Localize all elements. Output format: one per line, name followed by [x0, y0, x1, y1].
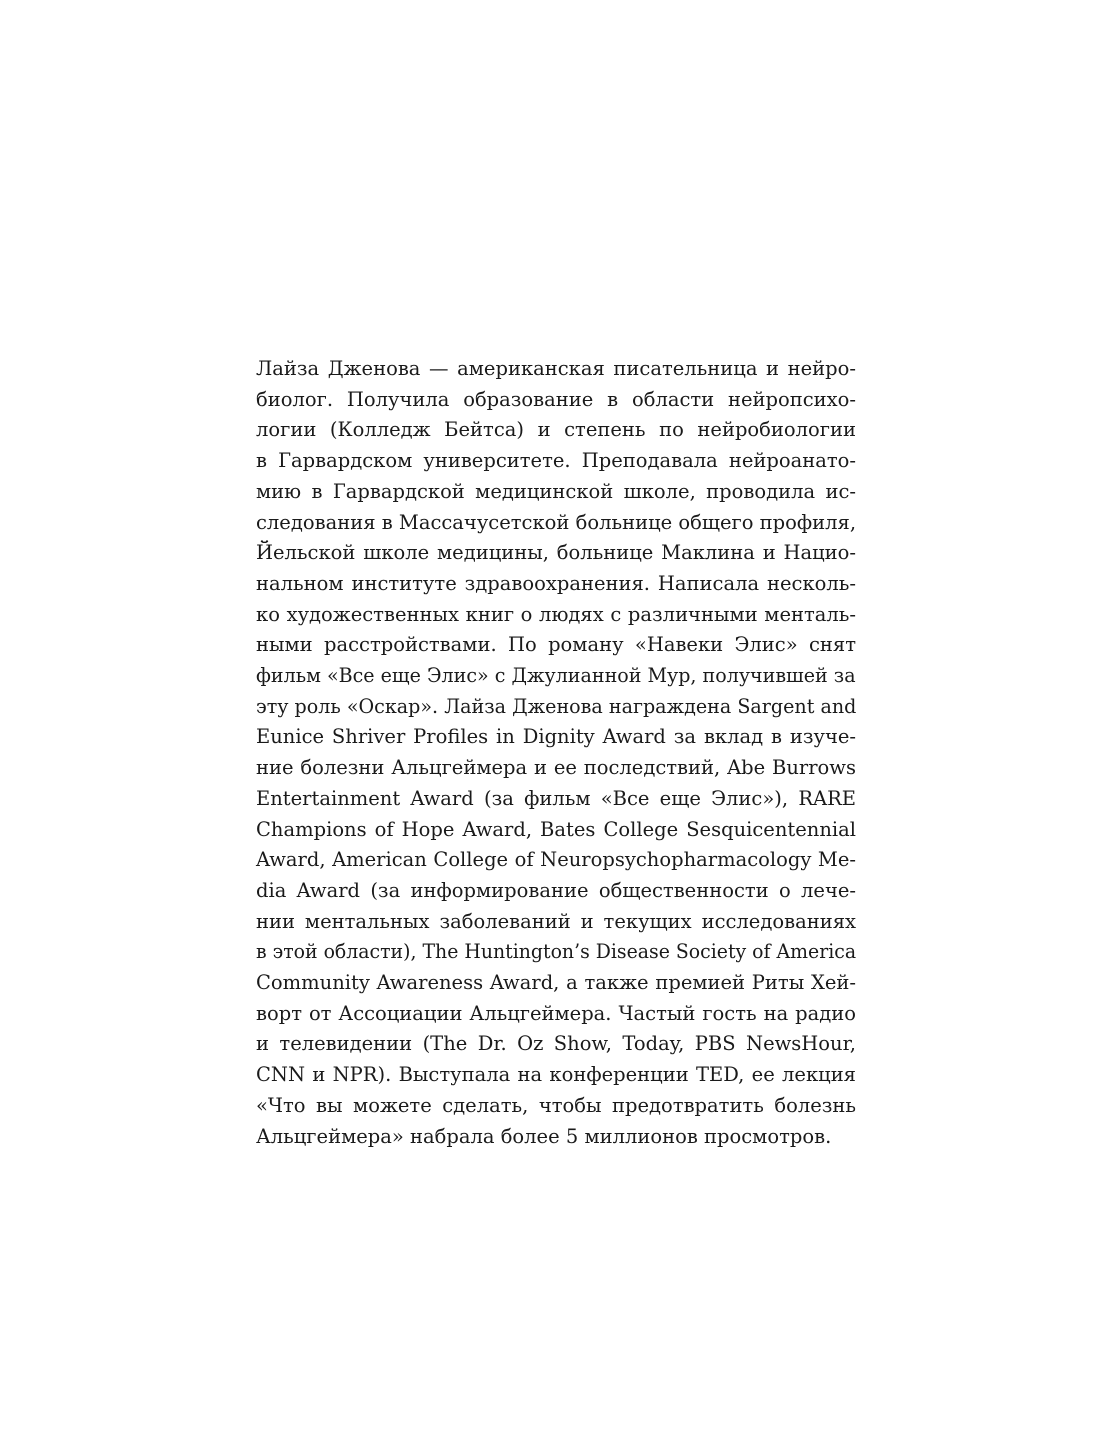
bio-line: в Гарвардском университете. Преподавала нейроанато-	[256, 449, 856, 473]
bio-line: Eunice Shriver Profiles in Dignity Award за вклад в изуче-	[256, 725, 856, 749]
bio-line: Entertainment Award (за фильм «Все еще Элис»), RARE	[256, 786, 856, 810]
bio-line: логии (Колледж Бейтса) и степень по нейробиологии	[256, 418, 856, 442]
bio-line: Альцгеймера» набрала более 5 миллионов просмотров.	[256, 1124, 832, 1148]
bio-line: в этой области), The Huntington’s Disease Society of America	[256, 940, 857, 964]
bio-line: «Что вы можете сделать, чтобы предотвратить болезнь	[256, 1093, 856, 1117]
bio-line: Champions of Hope Award, Bates College Sesquicentennial	[256, 817, 856, 841]
bio-line: нальном институте здравоохранения. Написала несколь-	[256, 571, 856, 595]
bio-line: ко художественных книг о людях с различными менталь-	[256, 602, 856, 626]
bio-line: мию в Гарвардской медицинской школе, проводила ис-	[256, 479, 856, 503]
bio-line: Лайза Дженова — американская писательница и нейро-	[256, 357, 856, 380]
bio-line: ными расстройствами. По роману «Навеки Элис» снят	[256, 633, 856, 657]
bio-line: эту роль «Оскар». Лайза Дженова награждена Sargent and	[256, 694, 857, 718]
bio-line: ние болезни Альцгеймера и ее последствий, Abe Burrows	[256, 756, 856, 780]
bio-line: dia Award (за информирование общественности о лече-	[256, 878, 856, 902]
bio-line: ворт от Ассоциации Альцгеймера. Частый гость на радио	[256, 1001, 856, 1025]
bio-line: CNN и NPR). Выступала на конференции TED, ее лекция	[256, 1063, 856, 1087]
bio-line: Community Awareness Award, а также премией Риты Хей-	[256, 971, 856, 995]
bio-line: Йельской школе медицины, больнице Маклина и Нацио-	[256, 541, 856, 565]
bio-line: нии ментальных заболеваний и текущих исследованиях	[256, 909, 856, 933]
bio-line: Award, American College of Neuropsychopharmacology Me-	[256, 848, 856, 872]
bio-line: биолог. Получила образование в области нейропсихо-	[256, 387, 856, 411]
bio-line: следования в Массачусетской больнице общего профиля,	[256, 510, 857, 534]
bio-line: и телевидении (The Dr. Oz Show, Today, PBS NewsHour,	[256, 1032, 856, 1056]
author-bio-paragraph	[256, 354, 856, 1152]
bio-line: фильм «Все еще Элис» с Джулианной Мур, получившей за	[256, 664, 856, 688]
